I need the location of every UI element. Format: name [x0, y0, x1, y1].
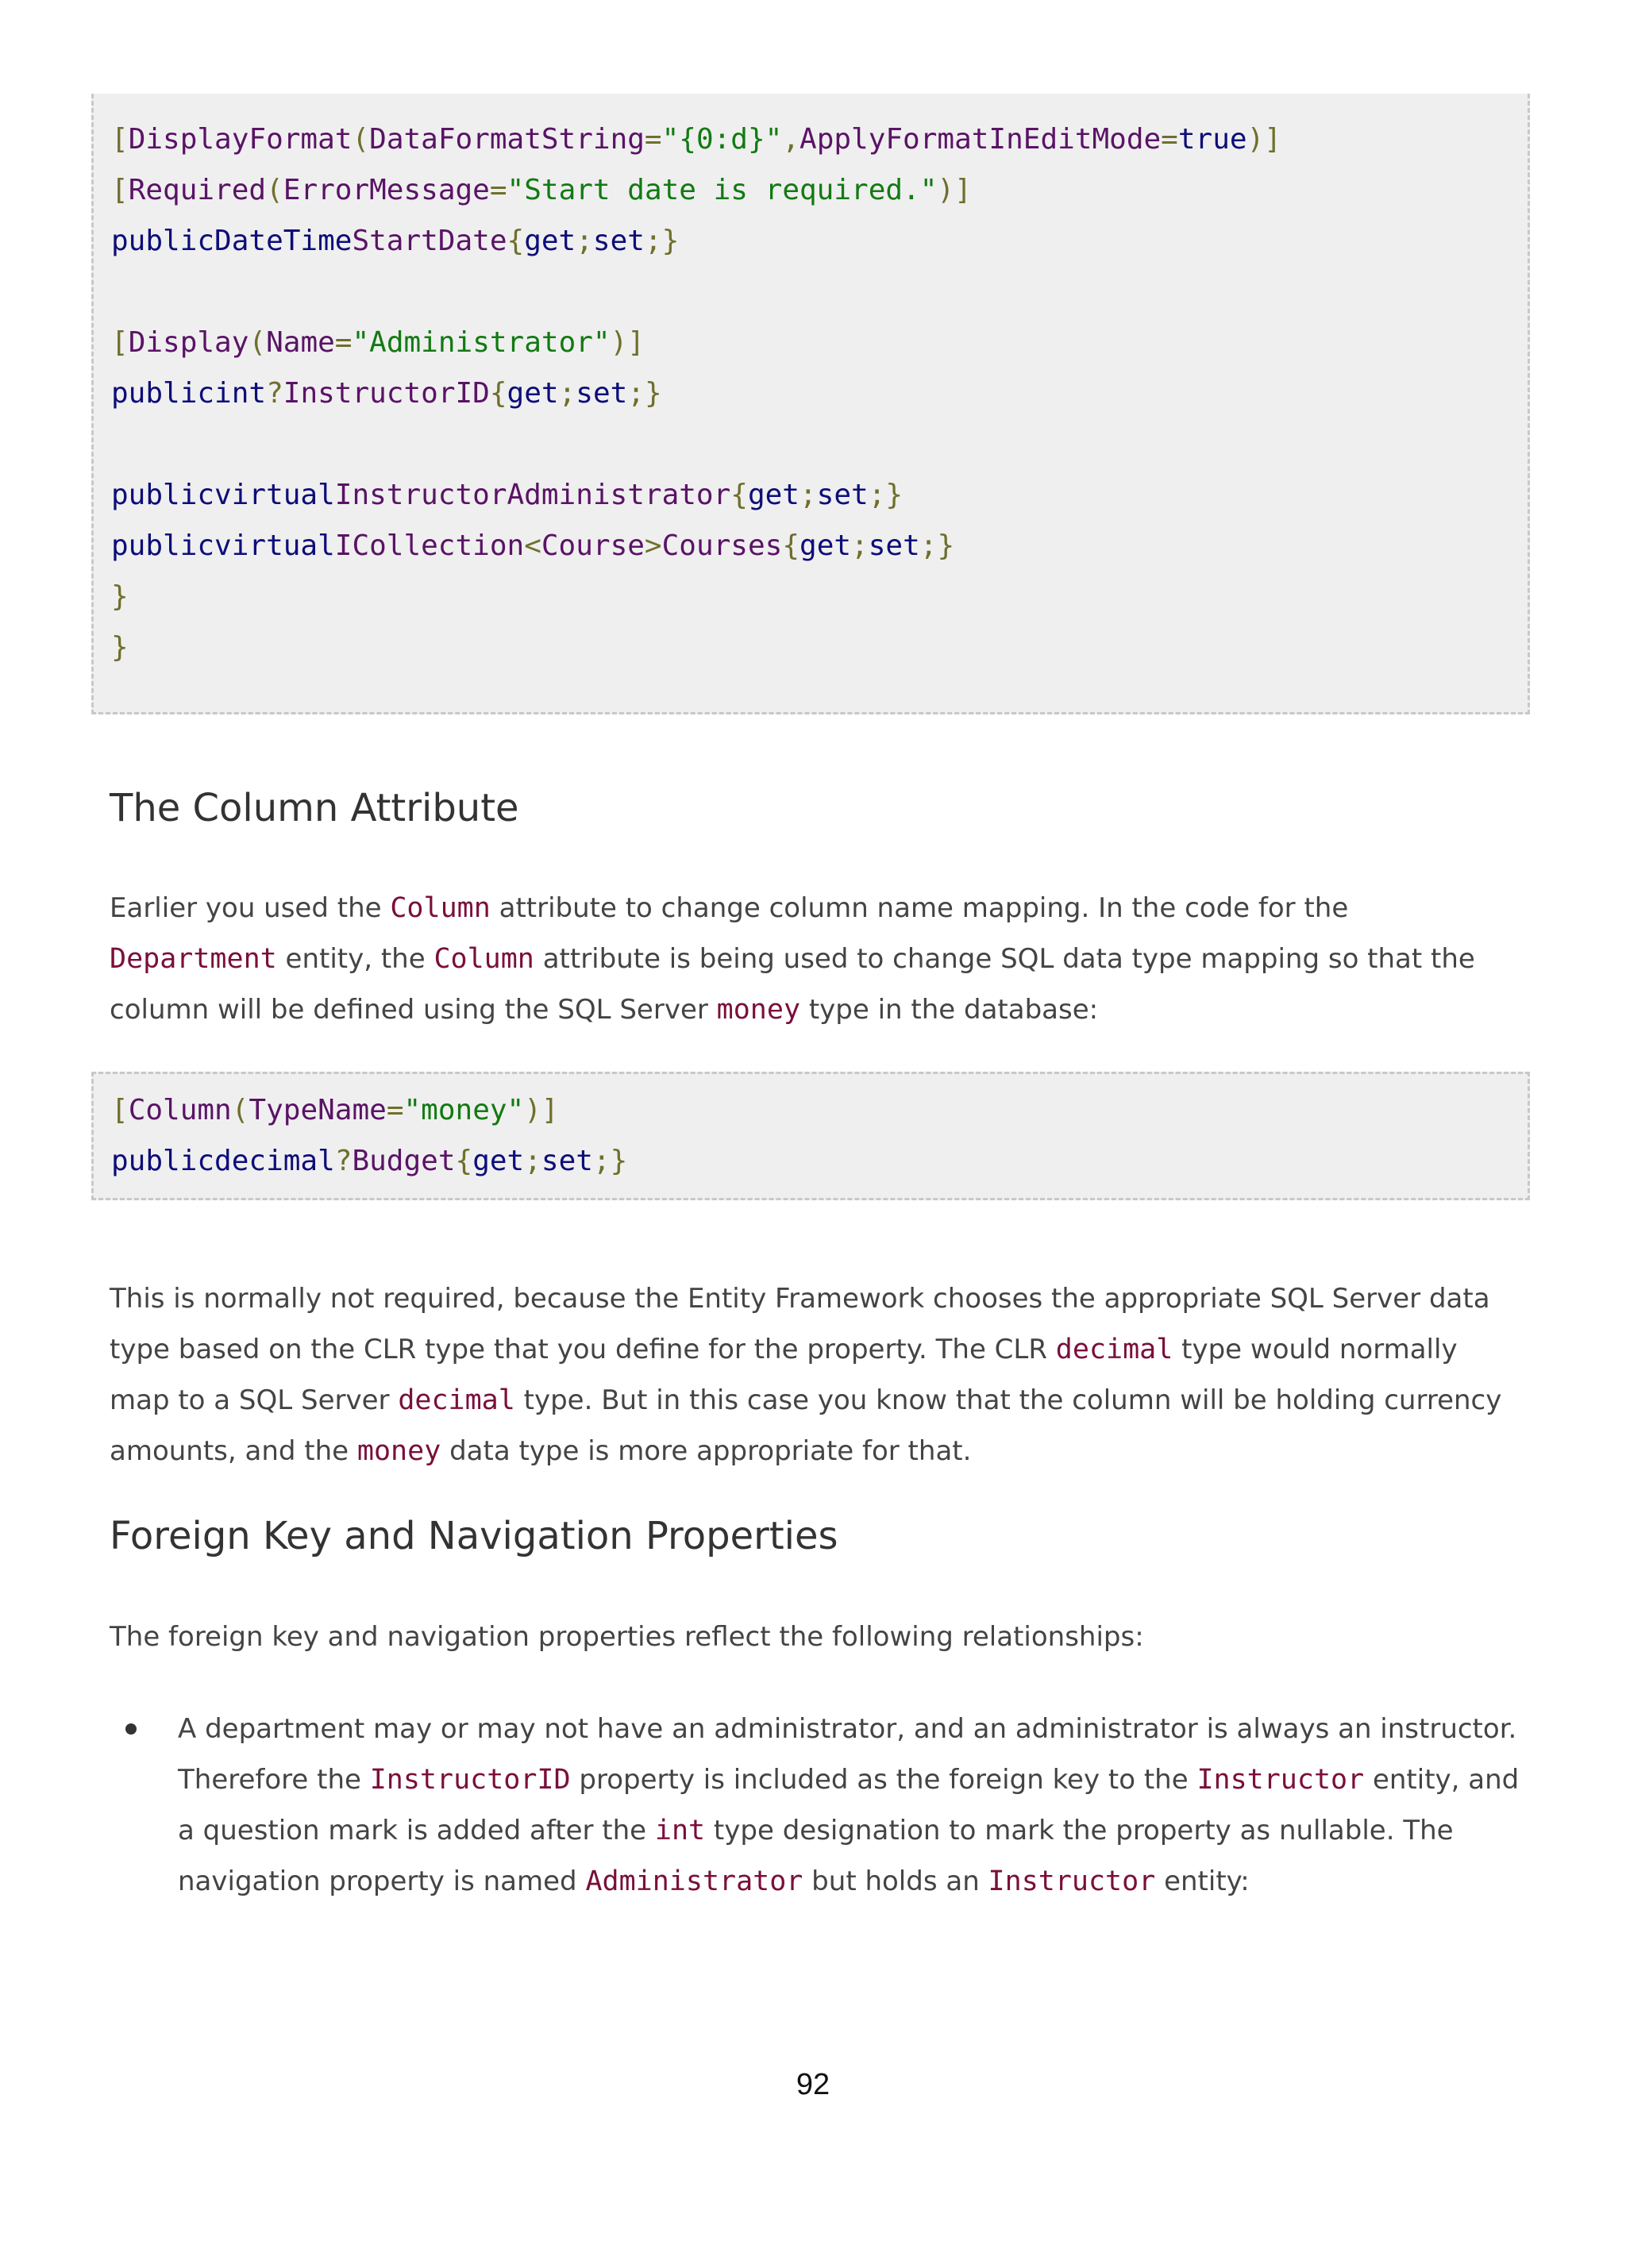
- code-token: (: [231, 1094, 249, 1126]
- code-token: [: [111, 174, 129, 206]
- heading-column-attribute: The Column Attribute: [110, 786, 519, 830]
- code-token: Required: [128, 174, 267, 206]
- code-token: {: [507, 225, 525, 257]
- code-token: )]: [610, 326, 645, 359]
- text: A department may or may not have an administrator, and an administrator is always an instructor. Therefore the: [178, 1713, 1517, 1796]
- code-token: "Start date is required.": [507, 174, 938, 206]
- inline-code-column: Column: [433, 943, 534, 975]
- code-token: [: [111, 326, 129, 359]
- code-token: =: [644, 123, 662, 156]
- code-token: (: [266, 174, 283, 206]
- code-token: (: [352, 123, 370, 156]
- text: but holds an: [803, 1866, 988, 1897]
- code-token: {: [455, 1145, 473, 1177]
- code-token: ;: [799, 479, 817, 511]
- code-token: Display: [128, 326, 249, 359]
- inline-code-instructorid: InstructorID: [369, 1764, 571, 1796]
- code-token: ICollection: [334, 529, 525, 562]
- paragraph-column-attribute: [110, 883, 1523, 1035]
- code-token: set: [868, 529, 920, 562]
- code-token: ;: [558, 377, 576, 410]
- code-token: {: [730, 479, 748, 511]
- code-line: [111, 572, 1528, 622]
- code-line: [111, 165, 1528, 216]
- code-token: <: [524, 529, 541, 562]
- heading-foreign-key: Foreign Key and Navigation Properties: [110, 1514, 838, 1558]
- code-block-department-properties: [91, 94, 1530, 714]
- code-token: "Administrator": [352, 326, 611, 359]
- code-token: InstructorAdministrator: [334, 479, 731, 511]
- code-line: [111, 267, 1528, 318]
- inline-code-column: Column: [390, 892, 491, 924]
- code-token: =: [334, 326, 353, 359]
- code-token: get: [472, 1145, 525, 1177]
- code-line: [111, 419, 1528, 470]
- code-token: InstructorID: [283, 377, 490, 410]
- text: type. But in this case you know that the column will be holding currency amounts, and the: [110, 1384, 1502, 1467]
- code-token: Budget: [352, 1145, 456, 1177]
- code-token: [: [111, 123, 129, 156]
- code-token: set: [816, 479, 869, 511]
- inline-code-decimal: decimal: [1055, 1334, 1173, 1365]
- code-token: ?: [266, 377, 283, 410]
- code-token: get: [747, 479, 800, 511]
- code-token: get: [507, 377, 559, 410]
- code-token: }: [111, 631, 129, 664]
- code-token: DisplayFormat: [128, 123, 353, 156]
- code-token: get: [800, 529, 852, 562]
- code-token: ;: [524, 1145, 541, 1177]
- code-token: ;}: [919, 529, 955, 562]
- inline-code-instructor: Instructor: [1196, 1764, 1365, 1796]
- code-token: )]: [937, 174, 972, 206]
- code-token: "{0:d}": [661, 123, 783, 156]
- code-token: (: [249, 326, 267, 359]
- code-token: [: [111, 1094, 129, 1126]
- code-token: =: [386, 1094, 404, 1126]
- paragraph-normally-not-required: [110, 1273, 1523, 1477]
- code-token: StartDate: [352, 225, 507, 257]
- code-token: }: [111, 580, 129, 613]
- code-token: get: [524, 225, 576, 257]
- inline-code-decimal: decimal: [398, 1384, 515, 1416]
- code-token: publicvirtual: [111, 529, 335, 562]
- code-token: )]: [524, 1094, 559, 1126]
- code-token: )]: [1246, 123, 1281, 156]
- code-token: ;: [851, 529, 869, 562]
- inline-code-administrator: Administrator: [585, 1866, 803, 1897]
- code-token: publicint: [111, 377, 267, 410]
- text: entity, and a question mark is added after the: [178, 1764, 1520, 1846]
- paragraph-foreign-key-intro: The foreign key and navigation properties reflect the following relationships:: [110, 1621, 1144, 1653]
- code-token: Course: [541, 529, 645, 562]
- text: attribute to change column name mapping. In the code for the: [490, 892, 1349, 924]
- code-token: ?: [334, 1145, 353, 1177]
- inline-code-instructor: Instructor: [988, 1866, 1156, 1897]
- code-line: [111, 216, 1528, 267]
- code-token: Name: [266, 326, 335, 359]
- inline-code-money: money: [356, 1435, 441, 1467]
- text: Earlier you used the: [110, 892, 391, 924]
- code-token: TypeName: [249, 1094, 387, 1126]
- text: type designation to mark the property as nullable. The navigation property is named: [178, 1815, 1454, 1897]
- text: entity, the: [276, 943, 434, 975]
- code-token: ;: [576, 225, 593, 257]
- text: type would normally map to a SQL Server: [110, 1334, 1458, 1416]
- code-token: {: [489, 377, 507, 410]
- code-line: [111, 318, 1528, 368]
- code-token: publicdecimal: [111, 1145, 335, 1177]
- code-token: ApplyFormatInEditMode: [800, 123, 1162, 156]
- text: type in the database:: [800, 994, 1099, 1026]
- code-token: set: [592, 225, 645, 257]
- text: data type is more appropriate for that.: [441, 1435, 972, 1467]
- code-line: [111, 1136, 1528, 1187]
- inline-code-money: money: [716, 994, 801, 1026]
- code-token: set: [541, 1145, 593, 1177]
- page-number: 92: [796, 2068, 830, 2101]
- code-token: ErrorMessage: [283, 174, 490, 206]
- code-token: true: [1177, 123, 1247, 156]
- bullet-icon: [125, 1723, 137, 1735]
- code-token: =: [1161, 123, 1178, 156]
- code-line: [111, 622, 1528, 673]
- code-token: ;}: [868, 479, 904, 511]
- code-token: {: [782, 529, 800, 562]
- code-token: ;}: [592, 1145, 628, 1177]
- inline-code-department: Department: [110, 943, 277, 975]
- list-item: [110, 1704, 1523, 1907]
- text: property is included as the foreign key to the: [570, 1764, 1197, 1796]
- code-block-budget-column: [91, 1072, 1530, 1200]
- code-token: DataFormatString: [369, 123, 645, 156]
- text: attribute is being used to change SQL data type mapping so that the column will be defined using the SQL Server: [110, 943, 1475, 1026]
- code-line: [111, 368, 1528, 419]
- code-token: "money": [403, 1094, 525, 1126]
- code-token: ;}: [644, 225, 680, 257]
- code-line: [111, 470, 1528, 521]
- text: entity:: [1155, 1866, 1250, 1897]
- code-line: [111, 521, 1528, 572]
- code-token: Courses: [661, 529, 783, 562]
- code-token: publicDateTime: [111, 225, 353, 257]
- text: This is normally not required, because the Entity Framework chooses the appropriate SQL Server data type based on the CLR type that you define for the property. The CLR: [110, 1283, 1490, 1365]
- code-token: ,: [782, 123, 800, 156]
- relationship-list: [110, 1704, 1523, 1907]
- code-line: [111, 114, 1528, 165]
- code-token: publicvirtual: [111, 479, 335, 511]
- code-line: [111, 1085, 1528, 1136]
- code-token: set: [576, 377, 628, 410]
- inline-code-int: int: [654, 1815, 706, 1846]
- code-token: Column: [128, 1094, 232, 1126]
- code-token: ;}: [627, 377, 662, 410]
- code-token: >: [644, 529, 662, 562]
- code-token: =: [489, 174, 507, 206]
